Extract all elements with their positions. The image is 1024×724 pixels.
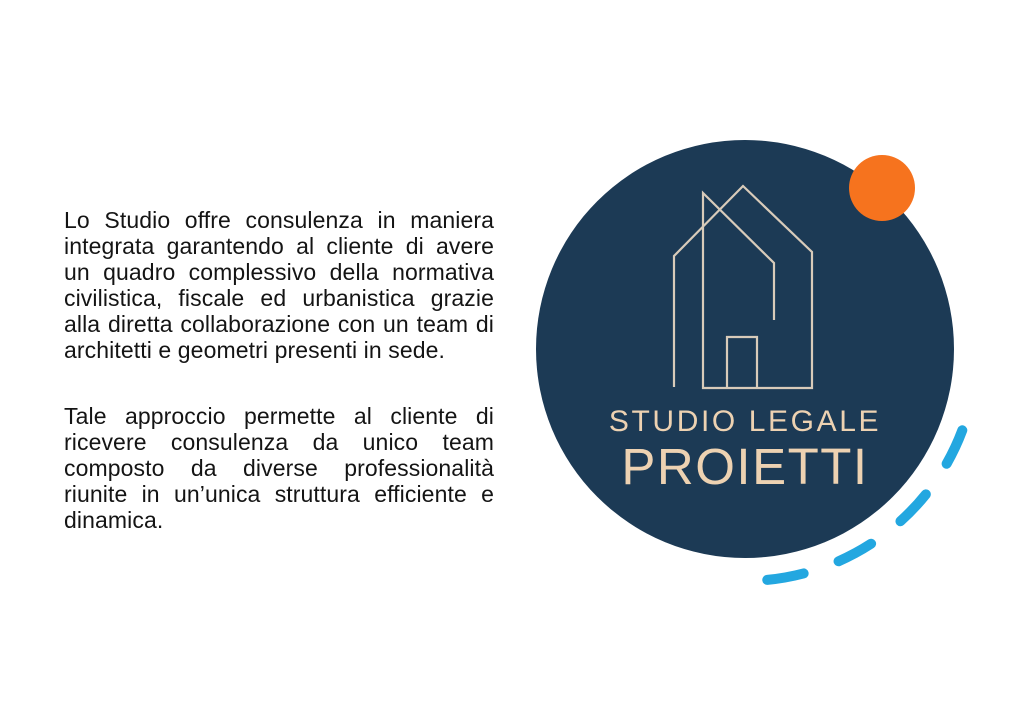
body-paragraph-2: Tale approccio permette al cliente di ricevere consulenza da unico team composto da diverse professionalità riunite in un’unica struttura efficiente e dinamica.: [64, 403, 494, 533]
logo-title-proietti: PROIETTI: [621, 438, 869, 495]
orange-dot-icon: [849, 155, 915, 221]
body-paragraph-1: Lo Studio offre consulenza in maniera integrata garantendo al cliente di avere un quadro complessivo della normativa civilistica, fiscale ed urbanistica grazie alla diretta collaborazione con un team di architetti e geometri presenti in sede.: [64, 207, 494, 363]
logo-title-studio-legale: STUDIO LEGALE: [608, 405, 882, 438]
